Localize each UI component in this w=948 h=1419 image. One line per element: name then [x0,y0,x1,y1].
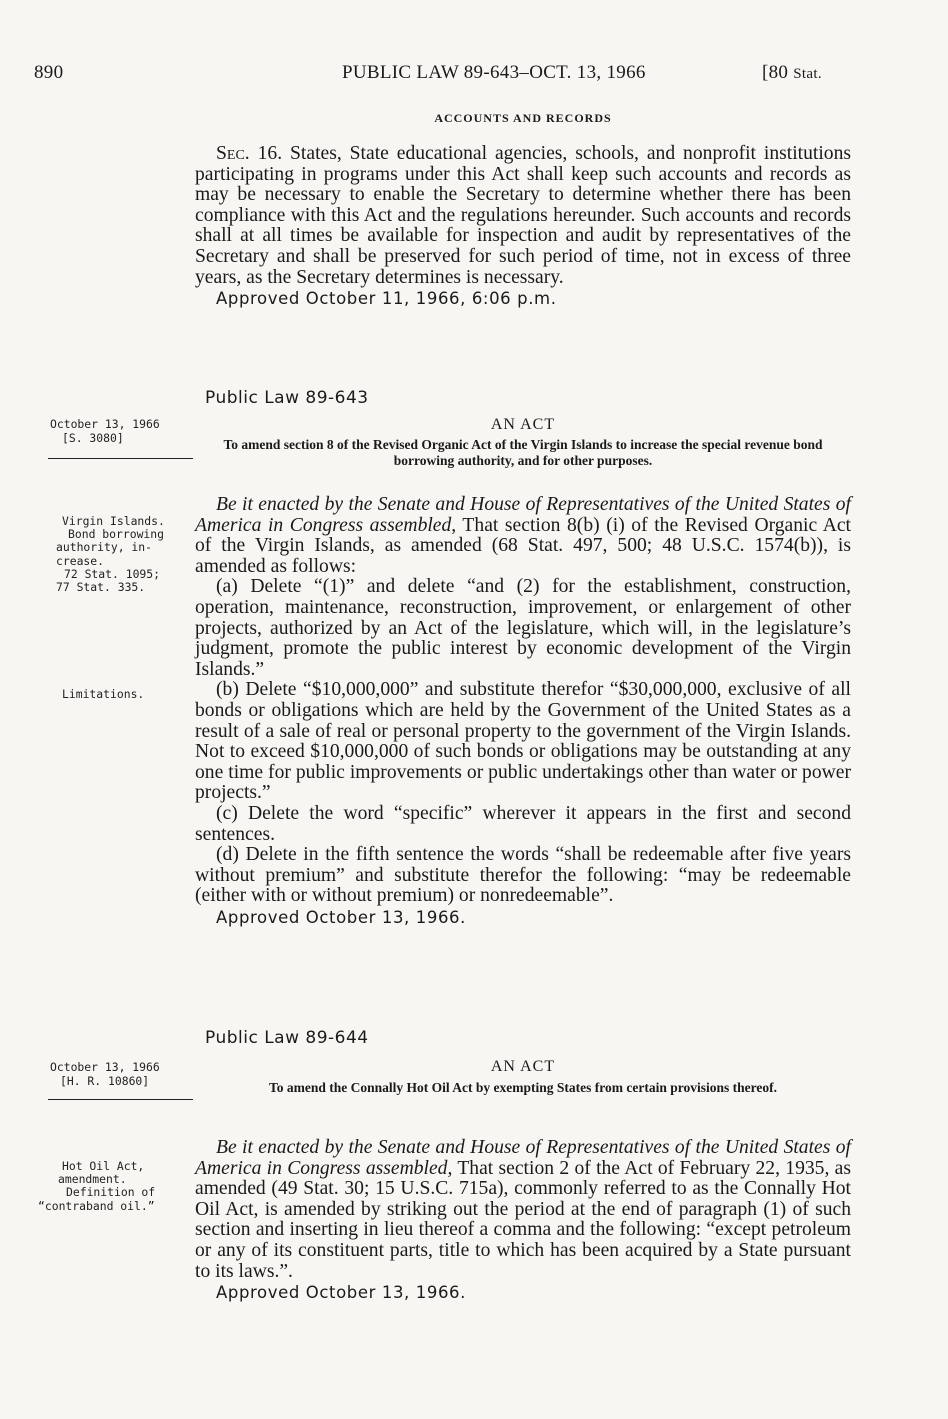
margin-note-line: Definition of [66,1185,156,1200]
margin-rule [48,458,193,459]
enacting-text: That section 8(b) (i) of the Revised Organic Act of the Virgin Islands, as amended (68 Stat. 497, 500; 48 U.S.C. 1574(b)), is amended as follows: [195,514,851,577]
margin-note-line: Virgin Islands. [62,514,165,528]
running-title: PUBLIC LAW 89-643–OCT. 13, 1966 [342,62,646,83]
paragraph-b: (b) Delete “$10,000,000” and substitute therefor “$30,000,000, exclusive of all bonds or obligations which are held by the Government of the United States as a result of a sale of real or personal property to the government of the Virgin Islands. Not to exceed $10,000,000 of such bonds or obligations may be outstanding at any one time for public improvements or public undertakings other than water or power projects.” [195,679,851,804]
section-16-body [195,144,851,310]
enacting-clause [195,495,851,577]
act-label: AN ACT [490,1058,556,1075]
stat-reference [762,62,822,84]
margin-note-line: 72 Stat. 1095; [64,566,161,581]
margin-note-line: Bond borrowing [68,527,165,542]
margin-date: October 13, 1966 [50,1060,160,1074]
margin-note-virgin-islands [56,515,216,594]
law-644-body [195,1138,851,1304]
margin-note-line: crease. [56,553,105,568]
approval-line: Approved October 13, 1966. [216,907,466,927]
stat-bracket: [80 [762,62,794,83]
margin-bill: [H. R. 10860] [60,1074,150,1088]
margin-rule [48,1099,193,1100]
approval-line: Approved October 13, 1966. [216,1283,466,1303]
margin-note-line: 77 Stat. 335. [56,580,146,595]
enacting-italic: Be it enacted by the Senate and House of Representatives of the United States of America in Congress assembled, [195,494,851,536]
act-purpose: To amend section 8 of the Revised Organic Act of the Virgin Islands to increase the special revenue bond borrowing authority, and for other purposes. [223,437,823,468]
section-16-text: States, State educational agencies, schools, and nonprofit institutions participating in programs under this Act shall keep such accounts and records as may be necessary to enable the Secretary to determine whether there has been compliance with this Act and the regulations hereunder. Such accounts and records shall at all times be available for inspection and audit by representatives of the Secretary and shall be preserved for such period of time, not in excess of three years, as the Secretary determines is necessary. [195,143,852,288]
margin-note-line: Hot Oil Act, [62,1159,145,1173]
section-label: Sec. 16. [216,143,283,164]
margin-note-line: amendment. [58,1172,127,1187]
enacting-clause [195,1138,851,1282]
approval-line: Approved October 11, 1966, 6:06 p.m. [216,289,557,309]
page-number: 890 [34,62,64,83]
enacting-text: That section 2 of the Act of February 22, 1935, as amended (49 Stat. 30; 15 U.S.C. 715a), commonly referred to as the Connally Hot Oil Act, is amended by striking out the period at the end of paragraph (1) of such section and inserting in lieu thereof a comma and the following: “except petroleum or any of its constituent parts, title to which has been acquired by a State pursuant to its laws.”. [195,1157,851,1282]
margin-date: October 13, 1966 [50,417,160,431]
margin-note-hot-oil [38,1159,218,1213]
margin-note-line: authority, in- [56,540,153,555]
margin-bill: [S. 3080] [62,431,124,445]
law-643-body [195,495,851,929]
law-title: Public Law 89-644 [205,1028,369,1048]
margin-note-limitations: Limitations. [62,687,145,701]
act-label: AN ACT [490,416,556,433]
stat-abbrev: Stat. [793,66,822,82]
law-title: Public Law 89-643 [205,388,369,408]
act-purpose: To amend the Connally Hot Oil Act by exempting States from certain provisions thereof. [269,1080,777,1095]
margin-note-line: “contraband oil.” [38,1198,155,1213]
paragraph-c: (c) Delete the word “specific” wherever it appears in the first and second sentences. [195,802,851,845]
section-heading: ACCOUNTS AND RECORDS [434,111,612,125]
section-16-paragraph [195,144,851,288]
enacting-italic: Be it enacted by the Senate and House of Representatives of the United States of America in Congress assembled, [195,1137,851,1179]
paragraph-d: (d) Delete in the fifth sentence the words “shall be redeemable after five years without premium” and substitute therefor the following: “may be redeemable (either with or without premium) or nonredeemable”. [195,844,851,907]
paragraph-a: (a) Delete “(1)” and delete “and (2) for the establishment, construction, operation, maintenance, reconstruction, improvement, or enlargement of other projects, authorized by an Act of the legislature, which will, in the legislature’s judgment, promote the public interest by economic development of the Virgin Islands.” [195,576,851,680]
